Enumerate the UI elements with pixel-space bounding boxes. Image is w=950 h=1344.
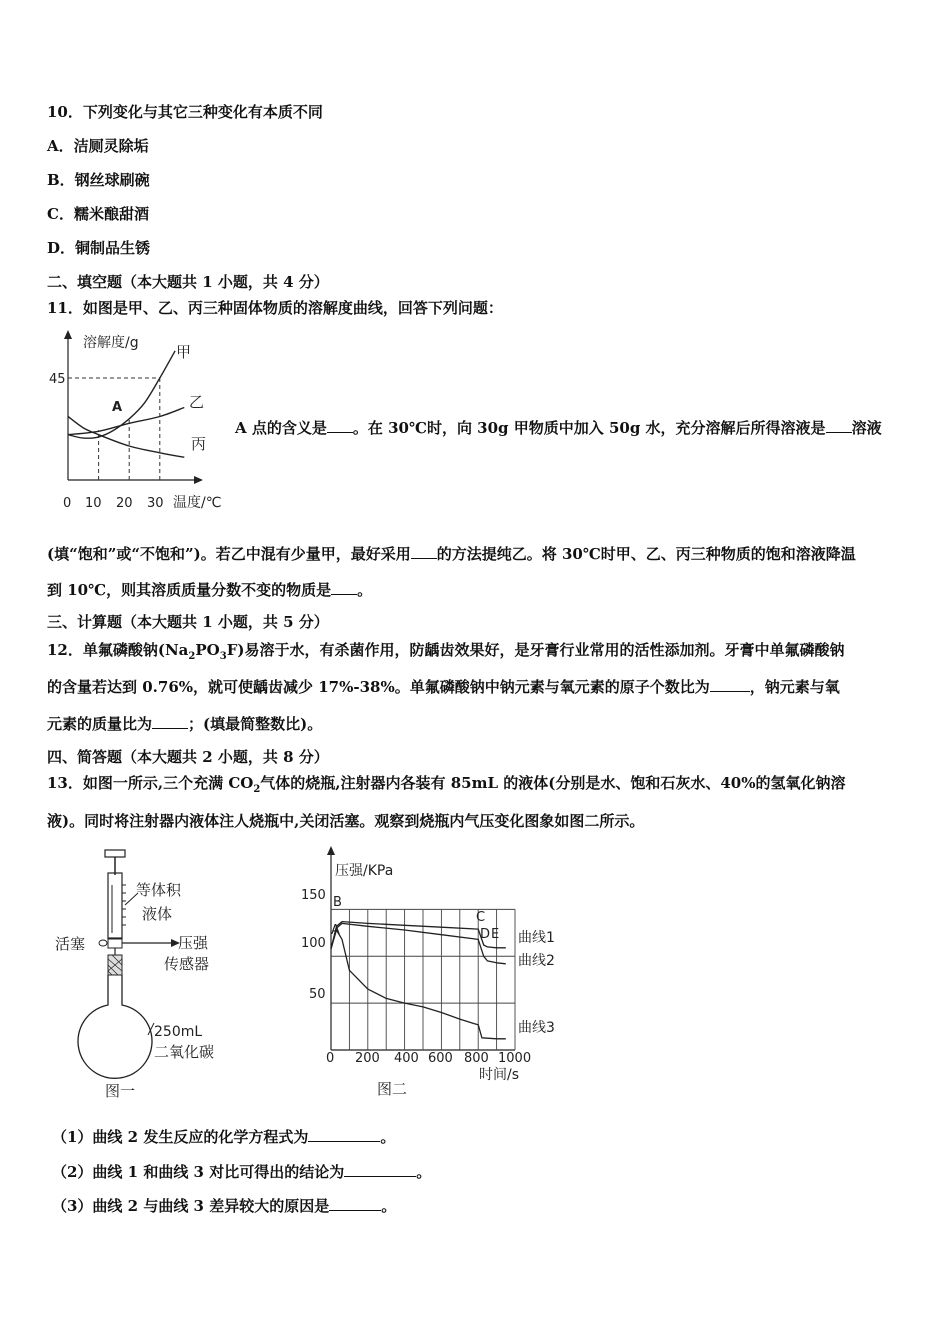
sol-xtick-0: 0 <box>63 496 72 511</box>
q11-blank-1[interactable] <box>327 418 353 433</box>
pr-curve-3 <box>331 930 506 1039</box>
pr-xlabel: 时间/s <box>479 1067 520 1083</box>
figure-2-caption: 图二 <box>377 1080 408 1098</box>
pressure-chart <box>295 843 570 1103</box>
q10-option-c: C．糯米酿甜酒 <box>47 205 149 223</box>
pr-legend-curve-3: 曲线3 <box>518 1020 555 1036</box>
q10-option-d: D．铜制品生锈 <box>47 239 151 257</box>
solubility-chart <box>45 325 235 515</box>
q11-blank-4[interactable] <box>331 580 357 595</box>
pr-ytick-100: 100 <box>301 936 326 951</box>
q12-line-3: 元素的质量比为 ；(填最简整数比)。 <box>47 715 323 733</box>
sol-point-a-label: A <box>112 400 123 415</box>
pr-point-b: B <box>333 895 342 910</box>
pr-xtick-600: 600 <box>428 1051 453 1066</box>
sol-legend-jia: 甲 <box>176 343 192 361</box>
apparatus-label-sensor-2: 传感器 <box>164 955 210 973</box>
q10-stem: 10．下列变化与其它三种变化有本质不同 <box>47 103 323 121</box>
q13-line-2: 液)。同时将注射器内液体注人烧瓶中,关闭活塞。观察到烧瓶内气压变化图象如图二所示。 <box>47 812 645 830</box>
pr-ytick-150: 150 <box>301 888 326 903</box>
apparatus-label-flask-2: 二氧化碳 <box>154 1043 215 1061</box>
q13-sub-1: （1）曲线 2 发生反应的化学方程式为 。 <box>52 1128 396 1146</box>
q12-line-2: 的含量若达到 0.76%，就可使龋齿减少 17%-38%。单氟磷酸钠中钠元素与氧元素的原子个数比为 ，钠元素与氧 <box>47 678 840 696</box>
q11-line-3: 到 10℃，则其溶质质量分数不变的物质是 。 <box>47 581 373 599</box>
pr-point-e: E <box>491 927 500 942</box>
sol-ytick-45: 45 <box>49 372 66 387</box>
section-2-heading: 二、填空题（本大题共 1 小题，共 4 分） <box>47 273 329 291</box>
q10-option-a: A．洁厕灵除垢 <box>47 137 149 155</box>
pr-xtick-1000: 1000 <box>498 1051 532 1066</box>
sol-legend-bing: 丙 <box>191 435 207 453</box>
section-3-heading: 三、计算题（本大题共 1 小题，共 5 分） <box>47 613 329 631</box>
q13-blank-2[interactable] <box>344 1162 416 1177</box>
pr-xtick-400: 400 <box>394 1051 419 1066</box>
q13-sub-2: （2）曲线 1 和曲线 3 对比可得出的结论为 。 <box>52 1163 432 1181</box>
pr-ylabel: 压强/KPa <box>335 863 394 879</box>
pr-legend-curve-2: 曲线2 <box>518 953 555 969</box>
figure-1-caption: 图一 <box>105 1082 136 1100</box>
q10-option-b: B．钢丝球刷碗 <box>47 171 150 189</box>
apparatus-label-valve: 活塞 <box>55 935 86 953</box>
pr-point-c: C <box>476 910 486 925</box>
pr-ytick-50: 50 <box>309 987 326 1002</box>
q12-blank-1[interactable] <box>710 677 750 692</box>
sol-xtick-20: 20 <box>116 496 133 511</box>
sol-legend-yi: 乙 <box>189 393 205 411</box>
apparatus-label-liquid-1: 等体积 <box>136 881 182 899</box>
q13-blank-1[interactable] <box>308 1127 380 1142</box>
pr-point-d: D <box>480 927 491 942</box>
q13-line-1: 13．如图一所示,三个充满 $CO_2$气体的烧瓶,注射器内各装有 85mL 的液体(分别是水、饱和石灰水、40%的氢氧化钠溶 <box>47 774 846 795</box>
pr-point-a: A <box>331 923 340 938</box>
sol-curve-bing <box>68 417 184 458</box>
q11-side-text: A 点的含义是 。在 30℃时，向 30g 甲物质中加入 50g 水，充分溶解后所得溶液是 溶液 <box>235 419 882 437</box>
sol-xtick-10: 10 <box>85 496 102 511</box>
sol-ylabel: 溶解度/g <box>83 335 139 351</box>
q11-stem: 11．如图是甲、乙、丙三种固体物质的溶解度曲线，回答下列问题： <box>47 299 503 317</box>
pr-legend-curve-1: 曲线1 <box>518 930 555 946</box>
q11-blank-3[interactable] <box>411 544 437 559</box>
q12-blank-2[interactable] <box>152 714 188 729</box>
q13-blank-3[interactable] <box>329 1196 381 1211</box>
q12-line-1: 12．单氟磷酸钠$(Na_2PO_3F)$易溶于水，有杀菌作用，防龋齿效果好，是牙膏行业常用的活性添加剂。牙膏中单氟磷酸钠 <box>47 641 845 662</box>
q13-sub-3: （3）曲线 2 与曲线 3 差异较大的原因是 。 <box>52 1197 397 1215</box>
pr-xtick-200: 200 <box>355 1051 380 1066</box>
q11-line-2: (填“饱和”或“不饱和”)。若乙中混有少量甲，最好采用 的方法提纯乙。将 30℃时甲、乙、丙三种物质的饱和溶液降温 <box>47 545 856 563</box>
apparatus-label-liquid-2: 液体 <box>142 905 173 923</box>
section-4-heading: 四、简答题（本大题共 2 小题，共 8 分） <box>47 748 329 766</box>
apparatus-label-sensor-1: 压强 <box>178 934 209 952</box>
sol-xtick-30: 30 <box>147 496 164 511</box>
q11-blank-2[interactable] <box>826 418 852 433</box>
apparatus-diagram <box>50 845 250 1105</box>
apparatus-label-flask-1: 250mL <box>154 1024 203 1040</box>
sol-xlabel: 温度/℃ <box>173 495 222 511</box>
pr-xtick-0: 0 <box>326 1051 335 1066</box>
pr-xtick-800: 800 <box>464 1051 489 1066</box>
